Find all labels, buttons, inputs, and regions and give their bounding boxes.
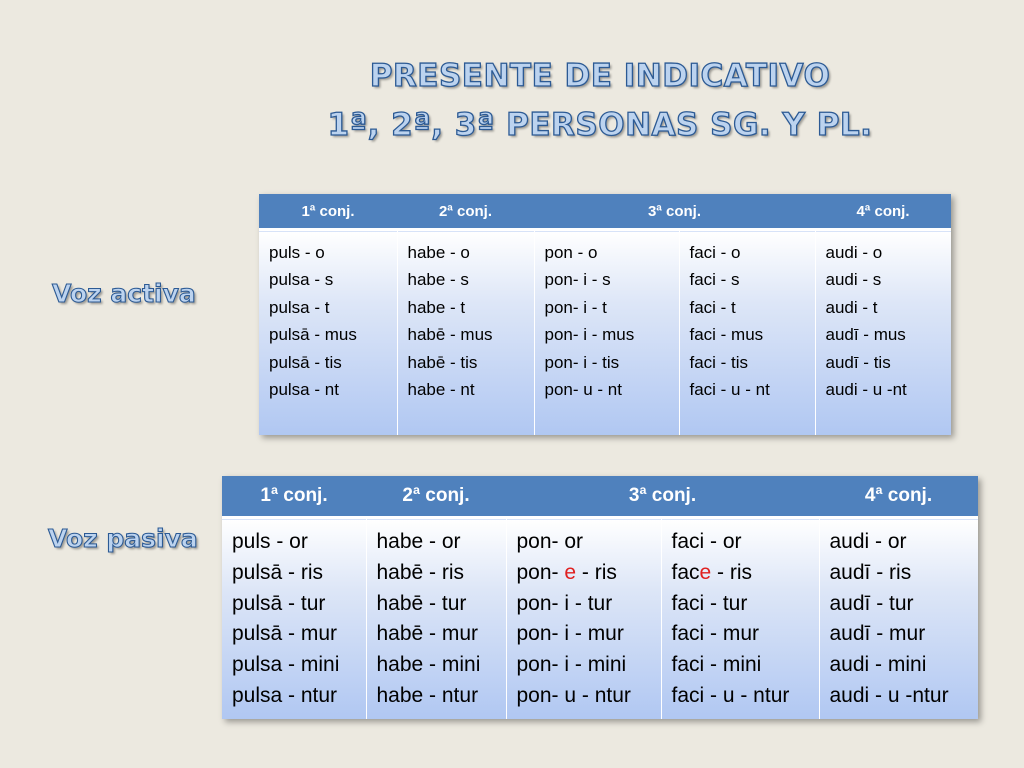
verb-form: audi - or: [829, 530, 907, 553]
column-cell: [819, 518, 978, 720]
highlighted-vowel: e: [564, 560, 577, 584]
voz-activa-label: Voz activa: [52, 279, 196, 308]
verb-form: pulsā - mur: [232, 622, 338, 646]
verb-form: habe - nt: [407, 380, 475, 400]
verb-form: faci - t: [689, 297, 736, 317]
verb-form: pon- i - tur: [516, 591, 613, 615]
table-row: [222, 518, 978, 720]
verb-form: faci - tur: [671, 591, 748, 615]
verb-form: faci - s: [689, 270, 740, 290]
voz-pasiva-table: [222, 476, 978, 719]
verb-form: audī - tur: [829, 591, 914, 615]
verb-form: habē - tis: [407, 352, 478, 372]
verb-form: audi - o: [825, 243, 883, 262]
column-cell: [534, 230, 679, 436]
verb-form: habē - mus: [407, 325, 493, 345]
verb-form: faci - o: [689, 243, 741, 262]
column-cell: [506, 518, 661, 720]
verb-form: habe - o: [407, 243, 470, 262]
verb-form: pulsā - mus: [269, 325, 357, 345]
verb-form: pulsa - t: [269, 297, 330, 317]
verb-form: pon- i - s: [544, 270, 611, 290]
verb-form: pulsā - tis: [269, 352, 342, 372]
page-title: PRESENTE DE INDICATIVO: [369, 58, 831, 94]
verb-form: audi - mini: [829, 653, 927, 677]
verb-form: audi - s: [825, 270, 882, 290]
header-row: [222, 476, 978, 518]
header-2a-conj: 2ª conj.: [366, 476, 506, 518]
column-cell: [222, 518, 366, 720]
header-1a-conj: 1ª conj.: [222, 476, 366, 518]
verb-form: pon- i - mini: [516, 653, 627, 677]
verb-form: pulsa - s: [269, 270, 334, 290]
verb-form: pulsa - ntur: [232, 683, 338, 707]
verb-form: pulsa - nt: [269, 380, 339, 400]
verb-form: habē - ris: [376, 560, 465, 584]
verb-form: habe - ntur: [376, 683, 479, 707]
header-4a-conj: 4ª conj.: [815, 194, 951, 230]
header-row: [259, 194, 951, 230]
header-4a-conj: 4ª conj.: [819, 476, 978, 518]
verb-form: audi - u -nt: [825, 380, 907, 400]
voz-activa-table: [259, 194, 951, 435]
verb-form: habe - t: [407, 297, 466, 317]
verb-form: audī - tis: [825, 352, 891, 372]
verb-form: habē - mur: [376, 622, 479, 646]
verb-form: pon- i - mur: [516, 622, 624, 646]
verb-form: faci - mur: [671, 622, 760, 646]
verb-form: pon- i - mus: [544, 325, 635, 345]
header-3a-conj: 3ª conj.: [506, 476, 819, 518]
verb-form: habe - or: [376, 530, 461, 553]
verb-form: pon- u - ntur: [516, 683, 631, 707]
verb-form: audi - u -ntur: [829, 683, 949, 707]
verb-form: puls - o: [269, 243, 325, 262]
verb-form: faci - mus: [689, 325, 764, 345]
page-subtitle: 1ª, 2ª, 3ª PERSONAS SG. Y PL.: [327, 107, 873, 143]
verb-form: audī - ris: [829, 560, 912, 584]
verb-form: faci - or: [671, 530, 742, 553]
verb-form: faci - u - ntur: [671, 683, 790, 707]
verb-form: audī - mus: [825, 325, 906, 345]
verb-form: audi - t: [825, 297, 878, 317]
column-cell: [815, 230, 951, 436]
verb-form: pon- i - t: [544, 297, 607, 317]
highlighted-vowel: e: [699, 560, 712, 584]
verb-form: pon- e - ris: [516, 560, 617, 584]
verb-form: audī - mur: [829, 622, 926, 646]
header-1a-conj: 1ª conj.: [259, 194, 397, 230]
verb-form: faci - tis: [689, 352, 749, 372]
verb-form: pulsā - tur: [232, 591, 326, 615]
verb-form: pon- i - tis: [544, 352, 620, 372]
verb-form: habe - mini: [376, 653, 481, 677]
verb-form: pulsā - ris: [232, 560, 324, 584]
verb-form: pon- u - nt: [544, 380, 622, 400]
column-cell: [679, 230, 815, 436]
verb-form: pulsa - mini: [232, 653, 340, 677]
voz-pasiva-label: Voz pasiva: [48, 524, 198, 553]
verb-form: pon- or: [516, 530, 584, 553]
verb-form: faci - u - nt: [689, 380, 770, 400]
column-cell: [259, 230, 397, 436]
header-2a-conj: 2ª conj.: [397, 194, 534, 230]
verb-form: puls - or: [232, 530, 308, 553]
table-row: [259, 230, 951, 436]
header-3a-conj: 3ª conj.: [534, 194, 815, 230]
column-cell: [366, 518, 506, 720]
verb-form: habe - s: [407, 270, 469, 290]
verb-form: habē - tur: [376, 591, 467, 615]
column-cell: [661, 518, 819, 720]
verb-form: face - ris: [671, 560, 753, 584]
verb-form: faci - mini: [671, 653, 762, 677]
verb-form: pon - o: [544, 243, 598, 262]
column-cell: [397, 230, 534, 436]
